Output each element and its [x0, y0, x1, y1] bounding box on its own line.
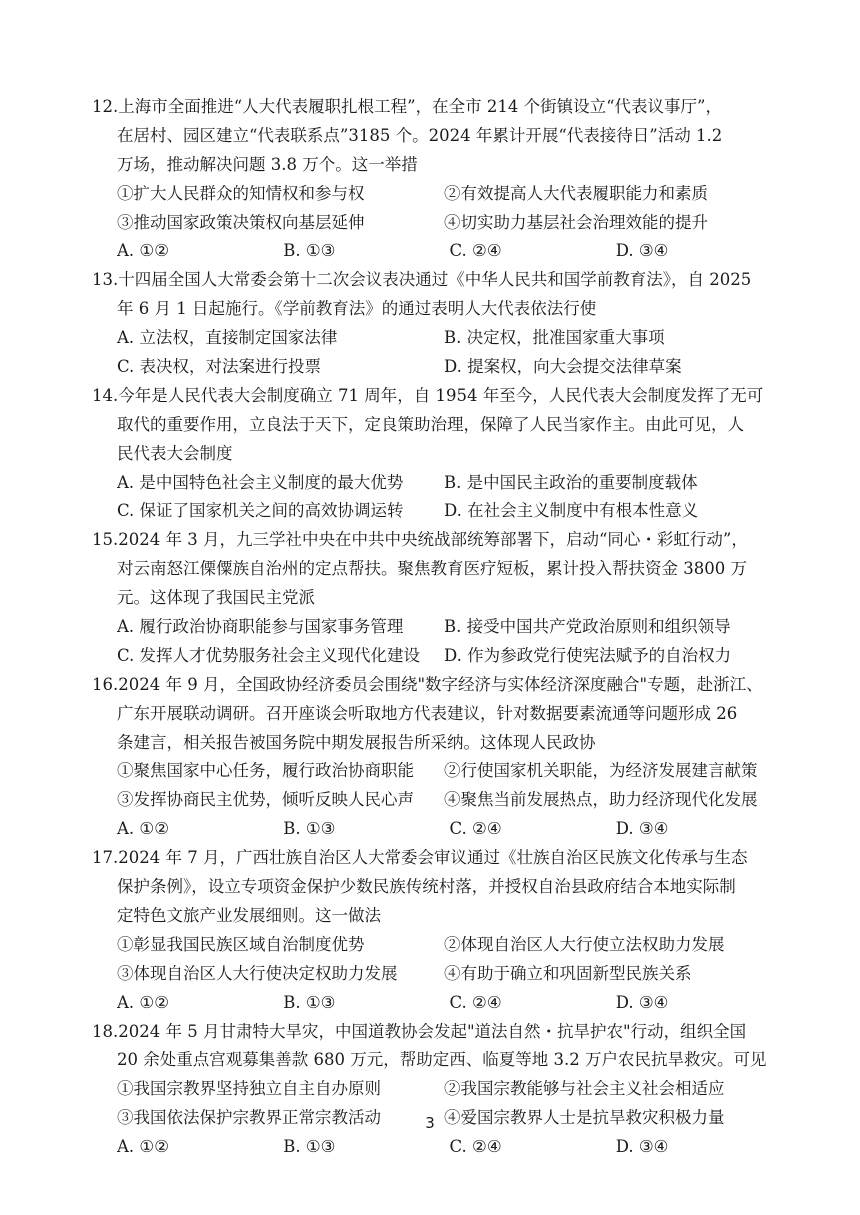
question-stem-line: 16.2024 年 9 月，全国政协经济委员会围绕"数字经济与实体经济深度融合"专题，赴浙江、: [92, 674, 763, 694]
question-18: [92, 1018, 782, 1162]
answer-choice: D. ③④: [615, 241, 669, 261]
statement-row: [92, 960, 782, 989]
answer-choice: A. ①②: [117, 241, 169, 261]
question-15: [92, 526, 782, 670]
question-stem-line: 对云南怒江傈僳族自治州的定点帮扶。聚焦教育医疗短板，累计投入帮扶资金 3800 万: [117, 559, 747, 579]
question-stem-line: 广东开展联动调研。召开座谈会听取地方代表建议，针对数据要素流通等问题形成 26: [117, 703, 738, 723]
statement-item: ④切实助力基层社会治理效能的提升: [444, 212, 708, 232]
statement-item: ④聚焦当前发展热点，助力经济现代化发展: [444, 790, 758, 810]
answer-choice: D. ③④: [615, 1137, 669, 1157]
question-stem-line: 民代表大会制度: [117, 443, 233, 463]
answer-choice: A. ①②: [117, 819, 169, 839]
answer-choice: A. ①②: [117, 992, 169, 1012]
question-stem-line: 年 6 月 1 日起施行。《学前教育法》的通过表明人大代表依法行使: [117, 299, 597, 319]
page-number: 3: [425, 1114, 435, 1132]
statement-item: D. 提案权，向大会提交法律草案: [444, 357, 682, 377]
statement-item: ④有助于确立和巩固新型民族关系: [444, 963, 692, 983]
statement-item: ④爱国宗教界人士是抗旱救灾积极力量: [444, 1108, 725, 1128]
statement-item: B. 是中国民主政治的重要制度载体: [444, 472, 698, 492]
statement-item: C. 保证了国家机关之间的高效协调运转: [117, 501, 404, 521]
statement-item: A. 是中国特色社会主义制度的最大优势: [117, 472, 404, 492]
statement-row: [92, 180, 782, 209]
answer-choice: D. ③④: [615, 992, 669, 1012]
statement-row: [92, 469, 782, 498]
questions-container: [92, 93, 782, 1162]
question-stem-line: 18.2024 年 5 月甘肃特大旱灾，中国道教协会发起"道法自然・抗旱护农"行动，组织全国: [92, 1021, 747, 1041]
answer-choice: C. ②④: [449, 819, 502, 839]
statement-item: ①我国宗教界坚持独立自主自办原则: [117, 1079, 381, 1099]
question-stem-line: 元。这体现了我国民主党派: [117, 588, 315, 608]
question-stem-line: 条建言，相关报告被国务院中期发展报告所采纳。这体现人民政协: [117, 732, 596, 752]
question-stem-line: 13.十四届全国人大常委会第十二次会议表决通过《中华人民共和国学前教育法》，自 2025: [92, 270, 752, 290]
question-stem-line: 20 余处重点宫观募集善款 680 万元，帮助定西、临夏等地 3.2 万户农民抗旱救灾。可见: [117, 1050, 767, 1070]
question-16: [92, 671, 782, 844]
statement-item: ②体现自治区人大行使立法权助力发展: [444, 934, 725, 954]
question-13: [92, 266, 782, 382]
question-stem-line: 万场，推动解决问题 3.8 万个。这一举措: [117, 154, 418, 174]
statement-item: ③我国依法保护宗教界正常宗教活动: [117, 1108, 381, 1128]
statement-item: D. 在社会主义制度中有根本性意义: [444, 501, 699, 521]
statement-item: ②行使国家机关职能，为经济发展建言献策: [444, 761, 758, 781]
answer-choice: B. ①③: [283, 1137, 336, 1157]
question-stem-line: 取代的重要作用，立良法于天下，定良策助治理，保障了人民当家作主。由此可见，人: [117, 414, 744, 434]
answer-choice: B. ①③: [283, 992, 336, 1012]
statement-item: ②我国宗教能够与社会主义社会相适应: [444, 1079, 725, 1099]
statement-row: [92, 324, 782, 353]
answer-choices: [92, 989, 782, 1018]
answer-choice: C. ②④: [449, 992, 502, 1012]
statement-item: ③体现自治区人大行使决定权助力发展: [117, 963, 398, 983]
question-stem-line: 在居村、园区建立“代表联系点”3185 个。2024 年累计开展“代表接待日”活动 1.2: [117, 125, 723, 145]
statement-row: [92, 786, 782, 815]
question-14: [92, 382, 782, 526]
answer-choice: B. ①③: [283, 819, 336, 839]
statement-item: C. 发挥人才优势服务社会主义现代化建设: [117, 645, 421, 665]
question-17: [92, 844, 782, 1017]
answer-choice: C. ②④: [449, 1137, 502, 1157]
statement-item: B. 接受中国共产党政治原则和组织领导: [444, 617, 731, 637]
statement-item: ②有效提高人大代表履职能力和素质: [444, 183, 708, 203]
statement-row: [92, 1075, 782, 1104]
answer-choices: [92, 1133, 782, 1162]
statement-row: [92, 757, 782, 786]
statement-item: ③发挥协商民主优势，倾听反映人民心声: [117, 790, 414, 810]
question-stem-line: 15.2024 年 3 月，九三学社中央在中共中央统战部统筹部署下，启动“同心・彩虹行动”，: [92, 530, 748, 550]
answer-choices: [92, 815, 782, 844]
statement-row: [92, 209, 782, 238]
statement-item: C. 表决权，对法案进行投票: [117, 357, 322, 377]
statement-item: D. 作为参政党行使宪法赋予的自治权力: [444, 645, 732, 665]
statement-row: [92, 642, 782, 671]
answer-choice: A. ①②: [117, 1137, 169, 1157]
statement-item: B. 决定权，批准国家重大事项: [444, 328, 665, 348]
statement-item: A. 立法权，直接制定国家法律: [117, 328, 338, 348]
answer-choice: D. ③④: [615, 819, 669, 839]
answer-choice: B. ①③: [283, 241, 336, 261]
question-stem-line: 14.今年是人民代表大会制度确立 71 周年，自 1954 年至今，人民代表大会制度发挥了无可: [92, 385, 764, 405]
statement-item: ①聚焦国家中心任务，履行政治协商职能: [117, 761, 414, 781]
question-12: [92, 93, 782, 266]
question-stem-line: 12.上海市全面推进“人大代表履职扎根工程”，在全市 214 个街镇设立“代表议事厅”，: [92, 97, 722, 116]
answer-choices: [92, 237, 782, 266]
statement-row: [92, 353, 782, 382]
answer-choice: C. ②④: [449, 241, 502, 261]
statement-row: [92, 613, 782, 642]
question-stem-line: 定特色文旅产业发展细则。这一做法: [117, 905, 381, 925]
statement-row: [92, 497, 782, 526]
statement-item: A. 履行政治协商职能参与国家事务管理: [117, 617, 404, 637]
statement-item: ①扩大人民群众的知情权和参与权: [117, 183, 365, 203]
statement-row: [92, 931, 782, 960]
question-stem-line: 17.2024 年 7 月，广西壮族自治区人大常委会审议通过《壮族自治区民族文化传承与生态: [92, 848, 748, 868]
statement-item: ①彰显我国民族区域自治制度优势: [117, 934, 365, 954]
question-stem-line: 保护条例》，设立专项资金保护少数民族传统村落，并授权自治县政府结合本地实际制: [117, 877, 736, 897]
statement-item: ③推动国家政策决策权向基层延伸: [117, 212, 365, 232]
